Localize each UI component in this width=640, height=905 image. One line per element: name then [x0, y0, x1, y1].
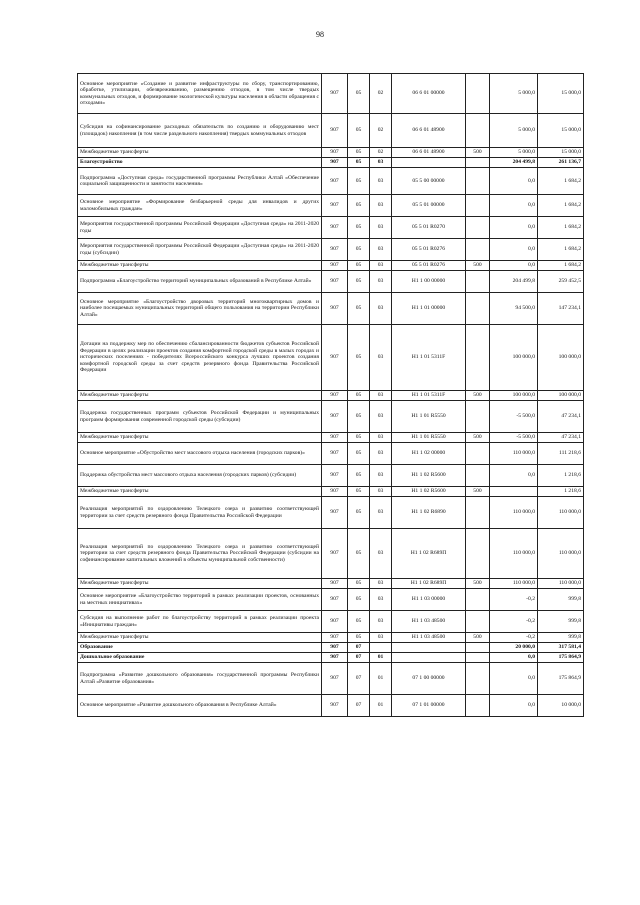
ved-code-cell: 907 [322, 589, 348, 611]
ved-code-cell: 907 [322, 695, 348, 717]
amount-2020-cell: 100 000,0 [538, 391, 584, 401]
subsection-code-cell: 03 [370, 579, 392, 589]
amount-2019-cell: 100 000,0 [490, 391, 538, 401]
subsection-code-cell: 03 [370, 239, 392, 261]
subsection-code-cell: 03 [370, 497, 392, 529]
row-name-cell: Основное мероприятие «Благоустройство дворовых территорий многоквартирных домов и наиболее посещаемых муниципальных территорий общего пользования на территории Республики Алтай» [78, 293, 322, 325]
amount-2020-cell: 10 000,0 [538, 695, 584, 717]
amount-2019-cell: 0,0 [490, 653, 538, 663]
ved-code-cell: 907 [322, 401, 348, 433]
section-code-cell: 05 [348, 529, 370, 579]
subsection-code-cell: 03 [370, 401, 392, 433]
table-row [78, 433, 584, 443]
table-row [78, 261, 584, 271]
expense-type-cell [466, 168, 490, 195]
amount-2019-cell: -0,2 [490, 611, 538, 633]
amount-2019-cell: 110 000,0 [490, 443, 538, 465]
section-code-cell: 05 [348, 497, 370, 529]
table-row [78, 168, 584, 195]
subsection-code-cell: 03 [370, 589, 392, 611]
expense-type-cell [466, 401, 490, 433]
expense-type-cell: 500 [466, 433, 490, 443]
amount-2020-cell: 999,8 [538, 611, 584, 633]
row-name-cell: Межбюджетные трансферты [78, 579, 322, 589]
section-code-cell: 05 [348, 443, 370, 465]
target-article-cell: Н1 1 00 00000 [392, 271, 466, 293]
ved-code-cell: 907 [322, 114, 348, 148]
ved-code-cell: 907 [322, 633, 348, 643]
ved-code-cell: 907 [322, 465, 348, 487]
table-row [78, 74, 584, 114]
target-article-cell: 05 5 01 00000 [392, 195, 466, 217]
amount-2019-cell: 204 499,8 [490, 158, 538, 168]
subsection-code-cell: 03 [370, 293, 392, 325]
target-article-cell [392, 158, 466, 168]
section-code-cell: 07 [348, 695, 370, 717]
section-code-cell: 05 [348, 391, 370, 401]
expense-type-cell [466, 497, 490, 529]
target-article-cell: Н1 1 01 5311F [392, 325, 466, 391]
subsection-code-cell: 03 [370, 271, 392, 293]
ved-code-cell: 907 [322, 325, 348, 391]
row-name-cell: Основное мероприятие «Создание и развитие инфраструктуры по сбору, транспортированию, обработке, утилизации, обезвреживанию, размещению отходов, в том числе твердых коммунальных отходов, и формирование экологической культуры населения в области обращения с отходами» [78, 74, 322, 114]
table-row [78, 217, 584, 239]
section-code-cell: 05 [348, 261, 370, 271]
subsection-code-cell: 03 [370, 433, 392, 443]
amount-2019-cell: -0,2 [490, 633, 538, 643]
expense-type-cell: 500 [466, 487, 490, 497]
row-name-cell: Мероприятия государственной программы Российской Федерации «Доступная среда» на 2011-2020 годы (субсидии) [78, 239, 322, 261]
expense-type-cell [466, 663, 490, 695]
ved-code-cell: 907 [322, 487, 348, 497]
row-name-cell: Межбюджетные трансферты [78, 148, 322, 158]
subsection-code-cell: 03 [370, 391, 392, 401]
target-article-cell: 05 5 01 R0270 [392, 217, 466, 239]
table-row [78, 653, 584, 663]
amount-2020-cell: 175 864,9 [538, 663, 584, 695]
ved-code-cell: 907 [322, 611, 348, 633]
row-name-cell: Основное мероприятие «Благоустройство территорий в рамках реализации проектов, основанных на местных инициативах» [78, 589, 322, 611]
target-article-cell: Н1 1 03 00000 [392, 589, 466, 611]
table-row [78, 391, 584, 401]
amount-2019-cell: 0,0 [490, 663, 538, 695]
expense-type-cell [466, 465, 490, 487]
row-name-cell: Реализация мероприятий по оздоровлению Телецкого озера и развитию соответствующей территории за счет средств резервного фонда Правительства Российской Федерации [78, 497, 322, 529]
table-row [78, 643, 584, 653]
amount-2020-cell: 110 000,0 [538, 579, 584, 589]
table-row [78, 611, 584, 633]
amount-2019-cell [490, 487, 538, 497]
ved-code-cell: 907 [322, 653, 348, 663]
subsection-code-cell: 03 [370, 261, 392, 271]
table-row [78, 529, 584, 579]
expense-type-cell [466, 653, 490, 663]
page-number: 98 [316, 30, 324, 39]
target-article-cell [392, 653, 466, 663]
target-article-cell: Н1 1 02 R5600 [392, 465, 466, 487]
table-row [78, 633, 584, 643]
subsection-code-cell: 03 [370, 168, 392, 195]
expense-type-cell [466, 529, 490, 579]
amount-2020-cell: 1 218,6 [538, 487, 584, 497]
ved-code-cell: 907 [322, 391, 348, 401]
target-article-cell: Н1 1 01 R5550 [392, 433, 466, 443]
target-article-cell: 07 1 00 00000 [392, 663, 466, 695]
row-name-cell: Основное мероприятие «Формирование безбарьерной среды для инвалидов и других маломобильных граждан» [78, 195, 322, 217]
section-code-cell: 05 [348, 611, 370, 633]
row-name-cell: Реализация мероприятий по оздоровлению Телецкого озера и развитию соответствующей территории за счет средств резервного фонда Правительства Российской Федерации (субсидии на софинансирование капитальных вложений в объекты муниципальной собственности) [78, 529, 322, 579]
subsection-code-cell: 02 [370, 148, 392, 158]
target-article-cell: Н1 1 02 R5600 [392, 487, 466, 497]
subsection-code-cell: 03 [370, 633, 392, 643]
amount-2020-cell: 1 684,2 [538, 217, 584, 239]
section-code-cell: 07 [348, 643, 370, 653]
section-code-cell: 05 [348, 114, 370, 148]
amount-2019-cell: 20 000,0 [490, 643, 538, 653]
section-code-cell: 05 [348, 401, 370, 433]
row-name-cell: Дошкольное образование [78, 653, 322, 663]
amount-2019-cell: 0,0 [490, 217, 538, 239]
amount-2019-cell: 0,0 [490, 168, 538, 195]
expense-type-cell [466, 443, 490, 465]
section-code-cell: 05 [348, 487, 370, 497]
amount-2019-cell: 110 000,0 [490, 529, 538, 579]
section-code-cell: 05 [348, 325, 370, 391]
section-code-cell: 05 [348, 589, 370, 611]
amount-2020-cell: 147 234,1 [538, 293, 584, 325]
section-code-cell: 05 [348, 148, 370, 158]
amount-2020-cell: 999,8 [538, 589, 584, 611]
expense-type-cell [466, 589, 490, 611]
subsection-code-cell: 03 [370, 195, 392, 217]
amount-2019-cell: 110 000,0 [490, 579, 538, 589]
table-row [78, 663, 584, 695]
row-name-cell: Подпрограмма «Благоустройство территорий муниципальных образований в Республике Алтай» [78, 271, 322, 293]
amount-2019-cell: 5 000,0 [490, 114, 538, 148]
table-row [78, 465, 584, 487]
amount-2019-cell: 0,0 [490, 695, 538, 717]
amount-2020-cell: 110 000,0 [538, 497, 584, 529]
expense-type-cell [466, 293, 490, 325]
amount-2019-cell: -5 500,0 [490, 433, 538, 443]
table-row [78, 695, 584, 717]
ved-code-cell: 907 [322, 195, 348, 217]
section-code-cell: 05 [348, 168, 370, 195]
amount-2020-cell: 175 864,9 [538, 653, 584, 663]
subsection-code-cell: 02 [370, 74, 392, 114]
row-name-cell: Основное мероприятие «Развитие дошкольного образования в Республике Алтай» [78, 695, 322, 717]
target-article-cell: Н1 1 02 R6890 [392, 497, 466, 529]
expense-type-cell [466, 158, 490, 168]
amount-2020-cell: 15 000,0 [538, 114, 584, 148]
table-row [78, 148, 584, 158]
amount-2020-cell: 261 136,7 [538, 158, 584, 168]
ved-code-cell: 907 [322, 497, 348, 529]
amount-2019-cell: 0,0 [490, 195, 538, 217]
subsection-code-cell: 03 [370, 443, 392, 465]
amount-2020-cell: 1 684,2 [538, 239, 584, 261]
section-code-cell: 05 [348, 433, 370, 443]
target-article-cell [392, 643, 466, 653]
expense-type-cell [466, 611, 490, 633]
amount-2019-cell: -0,2 [490, 589, 538, 611]
table-row [78, 158, 584, 168]
target-article-cell: Н1 1 03 48500 [392, 611, 466, 633]
amount-2019-cell: 110 000,0 [490, 497, 538, 529]
table-row [78, 114, 584, 148]
amount-2019-cell: 94 500,0 [490, 293, 538, 325]
expense-type-cell [466, 271, 490, 293]
amount-2019-cell: 204 499,8 [490, 271, 538, 293]
amount-2020-cell: 47 234,1 [538, 401, 584, 433]
target-article-cell: Н1 1 03 48500 [392, 633, 466, 643]
subsection-code-cell: 03 [370, 487, 392, 497]
expense-type-cell [466, 217, 490, 239]
subsection-code-cell: 03 [370, 158, 392, 168]
ved-code-cell: 907 [322, 271, 348, 293]
subsection-code-cell: 03 [370, 325, 392, 391]
table-row [78, 195, 584, 217]
subsection-code-cell: 03 [370, 529, 392, 579]
section-code-cell: 07 [348, 663, 370, 695]
row-name-cell: Основное мероприятие «Обустройство мест массового отдыха населения (городских парков)» [78, 443, 322, 465]
expense-type-cell [466, 643, 490, 653]
amount-2020-cell: 999,8 [538, 633, 584, 643]
section-code-cell: 05 [348, 579, 370, 589]
subsection-code-cell: 02 [370, 114, 392, 148]
table-row [78, 579, 584, 589]
amount-2020-cell: 15 000,0 [538, 74, 584, 114]
table-row [78, 325, 584, 391]
target-article-cell: Н1 1 01 00000 [392, 293, 466, 325]
amount-2019-cell: 0,0 [490, 465, 538, 487]
target-article-cell: Н1 1 02 00000 [392, 443, 466, 465]
ved-code-cell: 907 [322, 239, 348, 261]
expense-type-cell [466, 114, 490, 148]
row-name-cell: Мероприятия государственной программы Российской Федерации «Доступная среда» на 2011-2020 годы [78, 217, 322, 239]
target-article-cell: Н1 1 01 R5550 [392, 401, 466, 433]
target-article-cell: 06 6 01 48900 [392, 114, 466, 148]
amount-2019-cell: 0,0 [490, 239, 538, 261]
subsection-code-cell [370, 643, 392, 653]
row-name-cell: Благоустройство [78, 158, 322, 168]
amount-2020-cell: 1 684,2 [538, 261, 584, 271]
table-row [78, 401, 584, 433]
amount-2020-cell: 317 581,4 [538, 643, 584, 653]
target-article-cell: 07 1 01 00000 [392, 695, 466, 717]
amount-2020-cell: 259 452,5 [538, 271, 584, 293]
table-row [78, 239, 584, 261]
amount-2020-cell: 1 684,2 [538, 195, 584, 217]
section-code-cell: 05 [348, 74, 370, 114]
expense-type-cell: 500 [466, 633, 490, 643]
amount-2020-cell: 1 684,2 [538, 168, 584, 195]
ved-code-cell: 907 [322, 168, 348, 195]
expense-type-cell: 500 [466, 261, 490, 271]
target-article-cell: 06 6 01 48900 [392, 148, 466, 158]
expense-type-cell [466, 195, 490, 217]
ved-code-cell: 907 [322, 663, 348, 695]
subsection-code-cell: 01 [370, 695, 392, 717]
subsection-code-cell: 03 [370, 611, 392, 633]
section-code-cell: 05 [348, 633, 370, 643]
row-name-cell: Подпрограмма «Доступная среда» государственной программы Республики Алтай «Обеспечение социальной защищенности и занятости населения» [78, 168, 322, 195]
row-name-cell: Поддержка обустройства мест массового отдыха населения (городских парков) (субсидии) [78, 465, 322, 487]
target-article-cell: 05 5 01 R0276 [392, 239, 466, 261]
ved-code-cell: 907 [322, 443, 348, 465]
amount-2020-cell: 15 000,0 [538, 148, 584, 158]
amount-2020-cell: 110 000,0 [538, 529, 584, 579]
section-code-cell: 05 [348, 158, 370, 168]
row-name-cell: Межбюджетные трансферты [78, 261, 322, 271]
row-name-cell: Субсидия на выполнение работ по благоустройству территорий в рамках реализации проекта «Инициативы граждан» [78, 611, 322, 633]
subsection-code-cell: 01 [370, 653, 392, 663]
expense-type-cell: 500 [466, 579, 490, 589]
ved-code-cell: 907 [322, 433, 348, 443]
row-name-cell: Межбюджетные трансферты [78, 633, 322, 643]
target-article-cell: 05 5 00 00000 [392, 168, 466, 195]
section-code-cell: 05 [348, 465, 370, 487]
target-article-cell: Н1 1 02 R689П [392, 529, 466, 579]
section-code-cell: 05 [348, 195, 370, 217]
row-name-cell: Образование [78, 643, 322, 653]
table-row [78, 497, 584, 529]
section-code-cell: 07 [348, 653, 370, 663]
expense-type-cell: 500 [466, 148, 490, 158]
ved-code-cell: 907 [322, 529, 348, 579]
subsection-code-cell: 03 [370, 465, 392, 487]
ved-code-cell: 907 [322, 643, 348, 653]
expense-type-cell [466, 74, 490, 114]
section-code-cell: 05 [348, 239, 370, 261]
row-name-cell: Межбюджетные трансферты [78, 433, 322, 443]
row-name-cell: Поддержка государственных программ субъектов Российской Федерации и муниципальных программ формирования современной городской среды (субсидии) [78, 401, 322, 433]
table-row [78, 589, 584, 611]
amount-2020-cell: 100 000,0 [538, 325, 584, 391]
table-row [78, 443, 584, 465]
row-name-cell: Дотации на поддержку мер по обеспечению сбалансированности бюджетов субъектов Российской Федерации в целях реализации проектов создания комфортной городской среды в малых городах и исторических поселениях - победителях Всероссийского конкурса лучших проектов создания комфортной городской среды за счет средств резервного фонда Правительства Российской Федерации [78, 325, 322, 391]
row-name-cell: Межбюджетные трансферты [78, 487, 322, 497]
row-name-cell: Субсидия на софинансирование расходных обязательств по созданию и оборудованию мест (площадок) накопления (в том числе раздельного накопления) твердых коммунальных отходов [78, 114, 322, 148]
ved-code-cell: 907 [322, 293, 348, 325]
table-row [78, 293, 584, 325]
budget-table [77, 73, 584, 717]
expense-type-cell [466, 239, 490, 261]
amount-2019-cell: -5 500,0 [490, 401, 538, 433]
expense-type-cell: 500 [466, 391, 490, 401]
target-article-cell: Н1 1 02 R689П [392, 579, 466, 589]
amount-2020-cell: 111 218,6 [538, 443, 584, 465]
ved-code-cell: 907 [322, 217, 348, 239]
subsection-code-cell: 03 [370, 217, 392, 239]
amount-2019-cell: 5 000,0 [490, 148, 538, 158]
target-article-cell: 05 5 01 R0276 [392, 261, 466, 271]
table-row [78, 487, 584, 497]
table-row [78, 271, 584, 293]
amount-2020-cell: 47 234,1 [538, 433, 584, 443]
target-article-cell: 06 6 01 00000 [392, 74, 466, 114]
budget-table-body [78, 74, 584, 717]
amount-2019-cell: 0,0 [490, 261, 538, 271]
row-name-cell: Межбюджетные трансферты [78, 391, 322, 401]
ved-code-cell: 907 [322, 579, 348, 589]
amount-2019-cell: 5 000,0 [490, 74, 538, 114]
ved-code-cell: 907 [322, 148, 348, 158]
ved-code-cell: 907 [322, 261, 348, 271]
section-code-cell: 05 [348, 293, 370, 325]
ved-code-cell: 907 [322, 74, 348, 114]
amount-2020-cell: 1 218,6 [538, 465, 584, 487]
expense-type-cell [466, 325, 490, 391]
expense-type-cell [466, 695, 490, 717]
section-code-cell: 05 [348, 217, 370, 239]
ved-code-cell: 907 [322, 158, 348, 168]
amount-2019-cell: 100 000,0 [490, 325, 538, 391]
row-name-cell: Подпрограмма «Развитие дошкольного образования» государственной программы Республики Алтай «Развитие образования» [78, 663, 322, 695]
section-code-cell: 05 [348, 271, 370, 293]
target-article-cell: Н1 1 01 5311F [392, 391, 466, 401]
subsection-code-cell: 01 [370, 663, 392, 695]
